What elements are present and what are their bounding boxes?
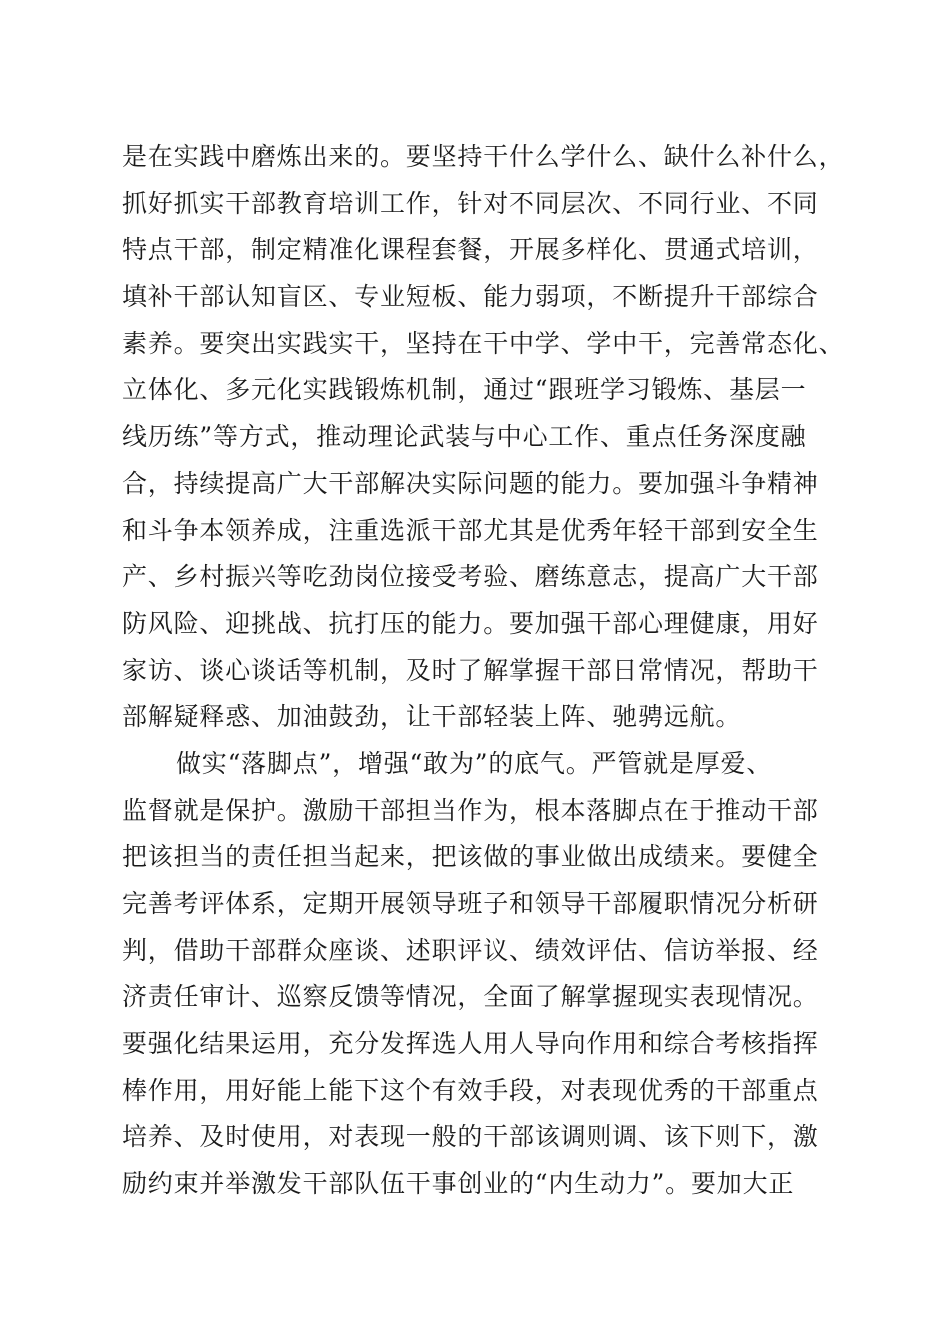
- text-line: 防风险、迎挑战、抗打压的能力。要加强干部心理健康，用好: [122, 608, 819, 638]
- text-line: 是在实践中磨炼出来的。要坚持干什么学什么、缺什么补什么，: [122, 142, 845, 171]
- text-line: 抓好抓实干部教育培训工作，针对不同层次、不同行业、不同: [122, 188, 819, 218]
- text-line: 把该担当的责任担当起来，把该做的事业做出成绩来。要健全: [122, 842, 819, 872]
- text-line: 判，借助干部群众座谈、述职评议、绩效评估、信访举报、经: [122, 935, 819, 965]
- text-line: 部解疑释惑、加油鼓劲，让干部轻装上阵、驰骋远航。: [122, 702, 742, 732]
- text-line: 培养、及时使用，对表现一般的干部该调则调、该下则下，激: [122, 1122, 819, 1152]
- text-line: 特点干部，制定精准化课程套餐，开展多样化、贯通式培训，: [122, 235, 819, 265]
- text-line: 填补干部认知盲区、专业短板、能力弱项，不断提升干部综合: [122, 282, 819, 312]
- body-text: [122, 134, 845, 1208]
- text-line: 线历练”等方式，推动理论武装与中心工作、重点任务深度融: [122, 422, 807, 452]
- text-line: 励约束并举激发干部队伍干事创业的“内生动力”。要加大正: [122, 1169, 795, 1199]
- text-line: 要强化结果运用，充分发挥选人用人导向作用和综合考核指挥: [122, 1029, 819, 1059]
- text-line: 棒作用，用好能上能下这个有效手段，对表现优秀的干部重点: [122, 1075, 819, 1105]
- text-line: 家访、谈心谈话等机制，及时了解掌握干部日常情况，帮助干: [122, 655, 819, 685]
- text-line: 济责任审计、巡察反馈等情况，全面了解掌握现实表现情况。: [122, 982, 819, 1012]
- text-line: 立体化、多元化实践锻炼机制，通过“跟班学习锻炼、基层一: [122, 375, 807, 405]
- text-line: 合，持续提高广大干部解决实际问题的能力。要加强斗争精神: [122, 468, 819, 498]
- text-line: 产、乡村振兴等吃劲岗位接受考验、磨练意志，提高广大干部: [122, 562, 819, 592]
- text-line: 素养。要突出实践实干，坚持在干中学、学中干，完善常态化、: [122, 328, 845, 358]
- text-line: 和斗争本领养成，注重选派干部尤其是优秀年轻干部到安全生: [122, 515, 819, 545]
- paragraph-start-line: 做实“落脚点”，增强“敢为”的底气。严管就是厚爱、: [176, 748, 773, 778]
- text-line: 监督就是保护。激励干部担当作为，根本落脚点在于推动干部: [122, 795, 819, 825]
- text-line: 完善考评体系，定期开展领导班子和领导干部履职情况分析研: [122, 889, 819, 918]
